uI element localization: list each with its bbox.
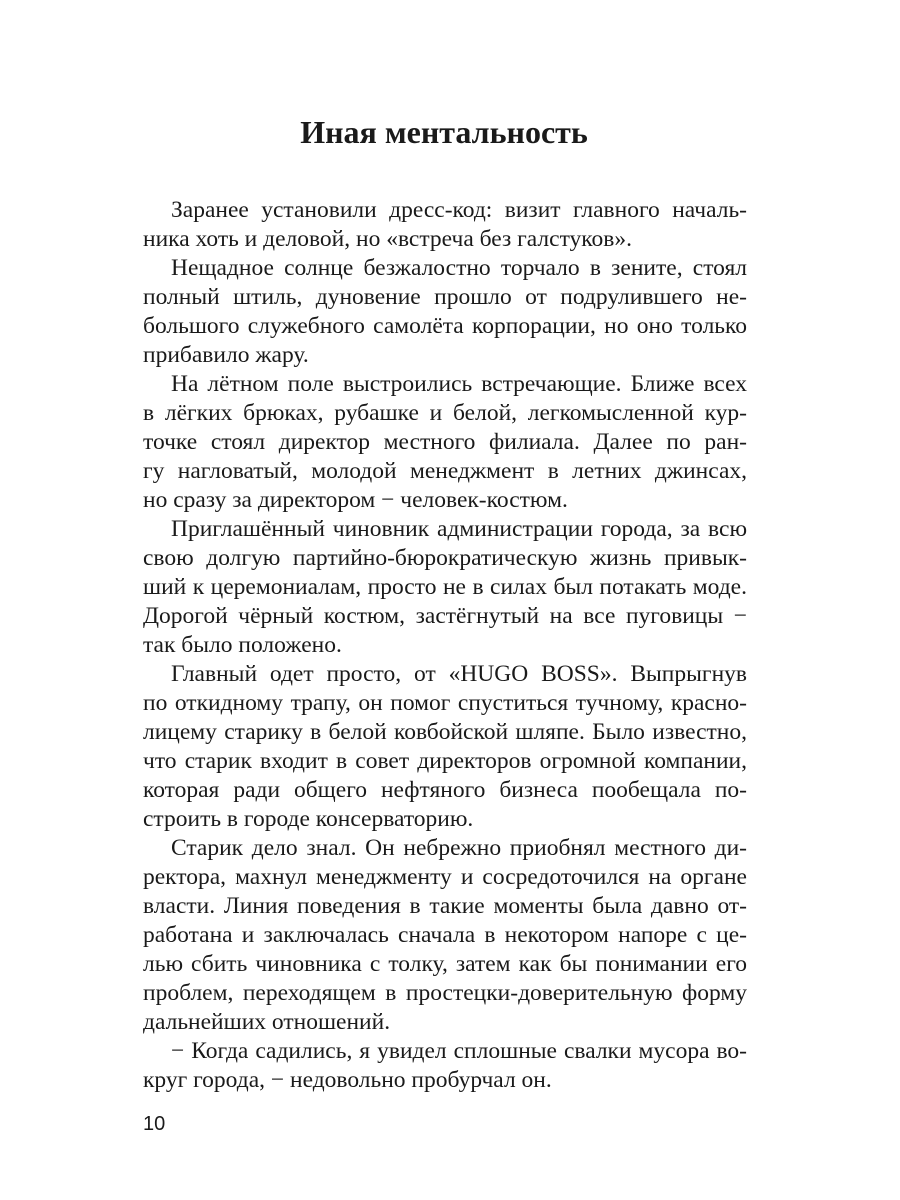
text-line: Дорогой чёрный костюм, застёгнутый на все пуговицы − (143, 603, 747, 629)
paragraph (143, 834, 747, 1037)
text-line: проблем, переходящем в простецки-доверительную форму (143, 980, 747, 1006)
text-line: ший к церемониалам, просто не в силах был потакать моде. (143, 574, 747, 600)
text-line: строить в городе консерваторию. (143, 806, 474, 832)
text-line: в лёгких брюках, рубашке и белой, легкомысленной кур- (143, 400, 747, 426)
text-line: лью сбить чиновника с толку, затем как бы понимании его (143, 951, 747, 977)
text-line: работана и заключалась сначала в некотором напоре с це- (143, 922, 747, 948)
text-line: большого служебного самолёта корпорации, но оно только (143, 313, 747, 339)
text-line: На лётном поле выстроились встречающие. Ближе всех (171, 371, 747, 397)
text-line: точке стоял директор местного филиала. Далее по ран- (143, 429, 747, 455)
paragraph (143, 196, 747, 254)
text-line: ника хоть и деловой, но «встреча без галстуков». (143, 226, 632, 252)
text-line: Старик дело знал. Он небрежно приобнял местного ди- (171, 835, 747, 861)
text-line: гу нагловатый, молодой менеджмент в летних джинсах, (143, 458, 747, 484)
chapter-body (143, 196, 747, 1095)
text-line: − Когда садились, я увидел сплошные свалки мусора во- (171, 1038, 747, 1064)
paragraph (143, 515, 747, 660)
text-line: по откидному трапу, он помог спуститься тучному, красно- (143, 690, 747, 716)
chapter-title: Иная ментальность (300, 114, 588, 150)
text-line: Главный одет просто, от «HUGO BOSS». Выпрыгнув (171, 661, 747, 687)
page-number: 10 (143, 1113, 166, 1135)
text-line: что старик входит в совет директоров огромной компании, (143, 748, 747, 774)
paragraph (143, 370, 747, 515)
paragraph (143, 254, 747, 370)
text-line: но сразу за директором − человек-костюм. (143, 487, 568, 513)
text-line: Нещадное солнце безжалостно торчало в зените, стоял (171, 255, 747, 281)
text-line: так было положено. (143, 632, 342, 658)
text-line: свою долгую партийно-бюрократическую жизнь привык- (143, 545, 747, 571)
text-line: дальнейших отношений. (143, 1009, 391, 1035)
text-line: Заранее установили дресс-код: визит главного началь- (171, 197, 747, 223)
text-line: Приглашённый чиновник администрации города, за всю (171, 516, 747, 542)
paragraph (143, 1037, 747, 1095)
text-line: полный штиль, дуновение прошло от подрулившего не- (143, 284, 747, 310)
text-line: круг города, − недовольно пробурчал он. (143, 1067, 552, 1093)
paragraph (143, 660, 747, 834)
text-line: власти. Линия поведения в такие моменты была давно от- (143, 893, 747, 919)
text-line: лицему старику в белой ковбойской шляпе. Было известно, (143, 719, 747, 745)
text-line: которая ради общего нефтяного бизнеса пообещала по- (143, 777, 747, 803)
text-line: прибавило жару. (143, 342, 309, 368)
text-line: ректора, махнул менеджменту и сосредоточился на органе (143, 864, 747, 890)
